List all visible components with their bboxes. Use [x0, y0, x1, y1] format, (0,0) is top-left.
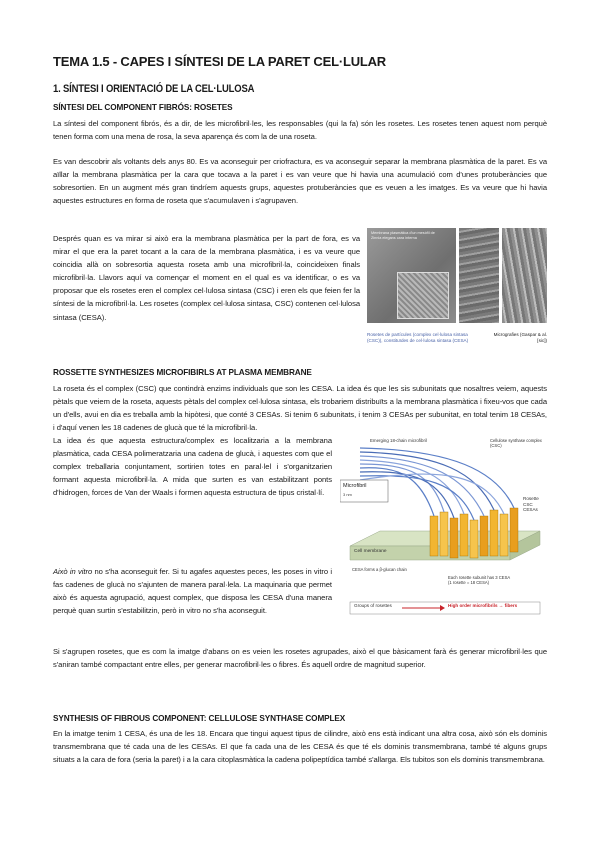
cesas-label: CESAs [523, 507, 538, 513]
diagram-label: Groups of rosettes [354, 603, 392, 608]
subsection-heading: ROSSETTE SYNTHESIZES MICROFIBIRLS AT PLASMA MEMBRANE [53, 368, 312, 377]
paragraph [53, 565, 332, 617]
diagram-label: Microfibril [343, 483, 367, 489]
diagram-label [523, 496, 539, 513]
section-heading: 1. SÍNTESI I ORIENTACIÓ DE LA CEL·LULOSA [53, 83, 255, 95]
micrograph-label: Membrana plasmàtica d'un mesòfil de Zinnia elegans cara interna [371, 231, 435, 240]
diagram-label [448, 575, 548, 585]
rosette-label: Rosette [523, 496, 539, 501]
diagram-label: Emerging 18-chain microfibril [370, 438, 427, 443]
emphasis: Això in vitro [53, 567, 93, 576]
diagram-label: Cellulose synthase complex (CSC) [490, 438, 542, 448]
paragraph: Es van descobrir als voltants dels anys 80. Es va aconseguir per criofractura, es va aconseguir separar la membrana plasmàtica de la paret. Es va aïllar la membrana plasmàtica per la cara que tocava a la paret i es van veure que hi havia una acumulació com d'unes protuberàncies que sobresortien. En un augment més gran tindríem aquests grups, aquestes protuberàncies que es veuen a les imatges. Es va veure que hi havia aquestes estructures en forma de roseta que s'acumulaven i s'agrupaven. [53, 157, 547, 206]
micrograph-fibrils [502, 228, 547, 323]
paragraph: Després quan es va mirar si això era la membrana plasmàtica per la part de fora, es va mirar el que era la paret tocant a la cara de la membrana plasmàtica, i es va veure que coincidia allà on sobresortia aquesta roseta amb una microfibril·la, coincideixen finals microfibril·la. Llavors aquí va començar el moment en el qual es va identificar, o es va proposar que els rosetes eren el complex cel·lulosa sintasa (CSC) i eren els que feien fer la síntesi de la microfibril·la. Les rosetes (complex cel·lulosa sintasa, CSC) contenen cel·lulosa sintasa (CESA). [53, 234, 360, 322]
paragraph: Si s'agrupen rosetes, que es com la imatge d'abans on es veien les rosetes agrupades, això el que bàsicament farà és generar microfibril·les que s'aniran també compactant entre elles, per generar macrofibril·les o fibres. És aquell ordre de magnitud superior. [53, 647, 547, 670]
micrograph-rosettes [459, 228, 499, 323]
csc-diagram [340, 436, 550, 616]
subsection-heading: SÍNTESI DEL COMPONENT FIBRÓS: ROSETES [53, 103, 233, 112]
eighteen-cesa-label: (1 rosette = 18 CESA) [448, 580, 490, 585]
diagram-label: CESA forms a β-glucan chain [352, 567, 407, 572]
figure-caption: Rosetes de partícules (complex cel·lulosa sintasa (CSC)), constituïdes de cel·lulosa sintasa (CESA) [367, 332, 469, 343]
micrograph-inset [397, 272, 449, 319]
paragraph: La síntesi del component fibrós, és a dir, de les microfibril·les, les responsables (qui la fa) són les rosetes. Les rosetes tenen aquest nom perquè tenen forma com una mena de rosa, la seva aparença és com la de una roseta. [53, 119, 547, 142]
paragraph: La roseta és el complex (CSC) que contindrà enzims individuals que son les CESA. La idea és que les sis subunitats que nosaltres veiem, aquests pètals que veiem de la roseta, aquests pètals del complex cel·lulosa sintasa, els trobariem distribuïts a la membrana plasmàtica i fixeu-vos que cada un d'ells, avui en dia es treballa amb la hipòtesi, que conté 3 CESAs. Si tenim 6 subunitats, i tenim 3 CESAs per subunitat, en total tenim 18 CESAs, i d'aquí venen les 18 cadenes de glucà que té la microfibril·la. [53, 384, 547, 433]
subsection-heading: SYNTHESIS OF FIBROUS COMPONENT: CELLULOSE SYNTHASE COMPLEX [53, 714, 346, 723]
diagram-label: 3 nm [343, 492, 352, 497]
paragraph-rest: no s'ha aconseguit fer. Si tu agafes aquestes peces, les poses in vitro i fas cadenes de glucà no s'ajunten de manera paral·lela. La maquinaria que permet això és aquesta agrupació, aquest complex, que disposa les CESA d'una manera perquè quan surtin s'estabilitzin, però in vitro no s'ha aconseguit. [53, 567, 332, 616]
csc-diagram-svg [340, 436, 550, 616]
three-cesa-label: Each rosette subunit has 3 CESA [448, 575, 511, 580]
csc-label: CSC [523, 501, 533, 507]
page-title: TEMA 1.5 - CAPES I SÍNTESI DE LA PARET CEL·LULAR [53, 54, 386, 69]
cesa-cylinders [430, 508, 518, 558]
paragraph: La idea és que aquesta estructura/complex es localitzaria a la membrana plasmàtica, cada CESA polimeratzaria una cadena de glucà, i aquestes com que el complex treballaria conjuntament, sortirien totes en paral·lel i s'organitzarien formant aquesta microfibril·la. A mida que surten es van estabilitzant ponts d'hidrogen, forces de Van der Waals i formen aquesta estructura de tipus cristal·lí. [53, 436, 332, 498]
figure-credit: Micrografies (Gaspar & al. [sic]) [493, 332, 547, 343]
micrograph-membrane [367, 228, 456, 323]
paragraph: En la imatge tenim 1 CESA, és una de les 18. Encara que tingui aquest tipus de cilindre, això ens està indicant una altra cosa, això són els dominis transmembrana que té cada una de les CESAs. El que fa cada una de les CESA és que té els dominis transmembrana, també té alguns grups situats a la cara de fora (seria la paret) i a la cara citoplasmàtica la cadena polipeptídica també s'allarga. Els tubitos son els dominis transmembrana. [53, 729, 547, 765]
diagram-label: Cell membrane [354, 549, 387, 554]
diagram-label: High order microfibrils → fibers [448, 603, 518, 608]
micrograph-figure [367, 228, 547, 348]
